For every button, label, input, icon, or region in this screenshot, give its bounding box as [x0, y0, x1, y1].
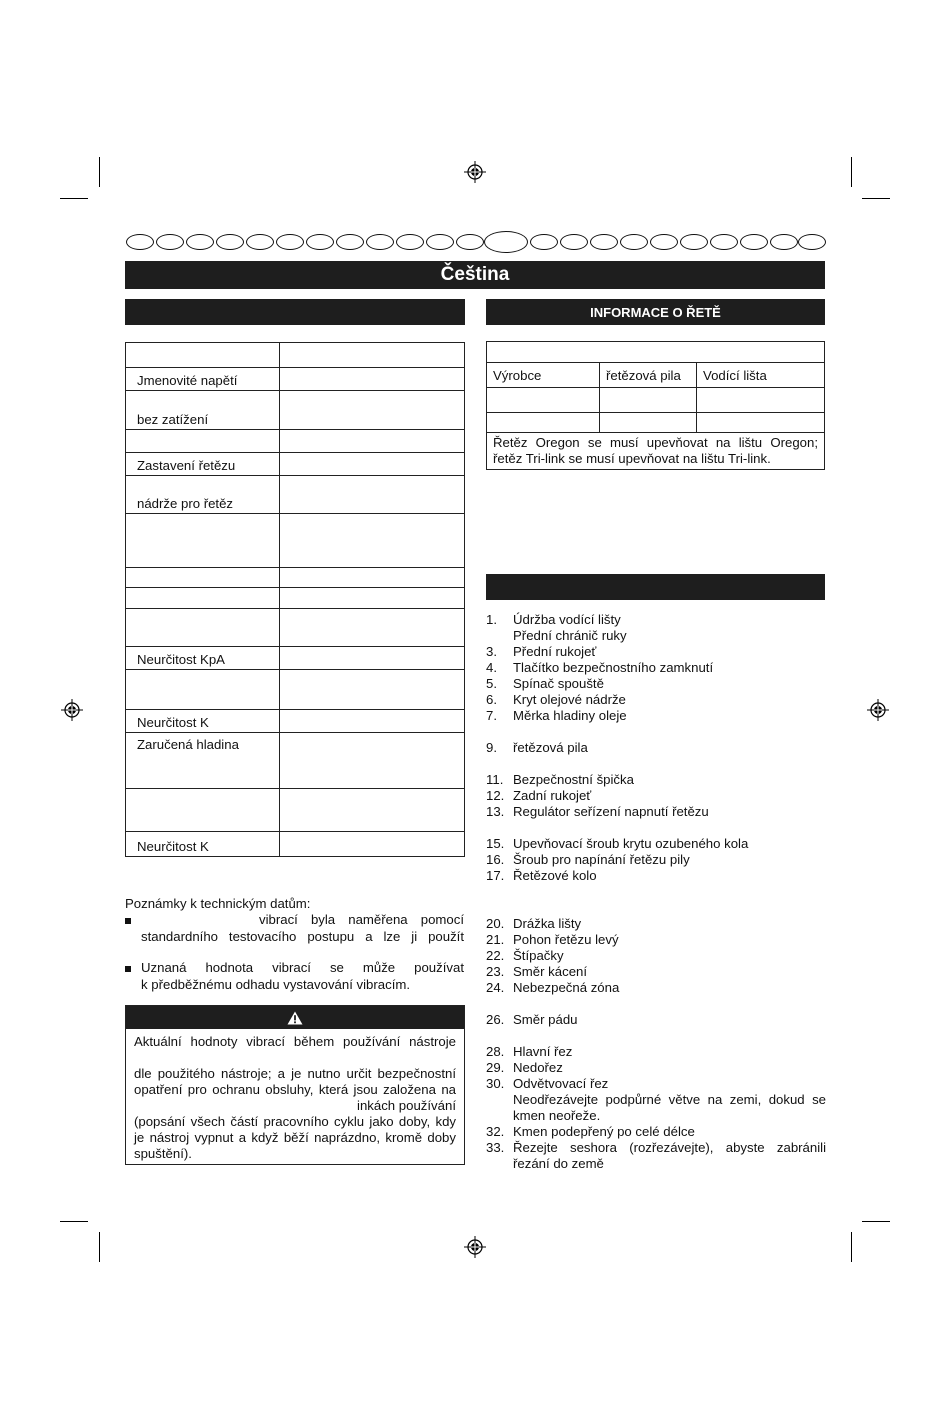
- item-text: Kmen podepřený po celé délce: [513, 1124, 695, 1139]
- item-number: 3.: [486, 644, 497, 659]
- item-text: Bezpečnostní špička: [513, 772, 634, 787]
- spec-value: [280, 588, 465, 609]
- registration-mark-icon: [867, 699, 889, 721]
- item-number: 16.: [486, 852, 505, 867]
- item-text: Upevňovací šroub krytu ozubeného kola: [513, 836, 749, 851]
- item-text: Štípačky: [513, 948, 564, 963]
- language-oval: [650, 234, 678, 250]
- item-text: Spínač spouště: [513, 676, 604, 691]
- item-number: 24.: [486, 980, 505, 995]
- item-number: 21.: [486, 932, 505, 947]
- chain-cell: [697, 413, 825, 433]
- item-text: Zadní rukojeť: [513, 788, 592, 803]
- spec-value: [280, 430, 465, 453]
- chain-cell: [697, 388, 825, 413]
- spec-value: [280, 568, 465, 588]
- spec-value: [280, 391, 465, 430]
- language-oval: [306, 234, 334, 250]
- spec-value: [280, 609, 465, 647]
- item-text: Šroub pro napínání řetězu pily: [513, 852, 690, 867]
- warning-header: [126, 1006, 464, 1029]
- chain-header-bar: Vodící lišta: [697, 363, 825, 388]
- crop-mark: [99, 1232, 100, 1262]
- item-text: Nebezpečná zóna: [513, 980, 620, 995]
- registration-mark-icon: [464, 161, 486, 183]
- spec-label: Zastavení řetězu: [126, 453, 280, 476]
- item-text: Řetězové kolo: [513, 868, 597, 883]
- spec-label: [126, 343, 280, 368]
- item-number: 26.: [486, 1012, 505, 1027]
- spec-label: [126, 568, 280, 588]
- language-oval-active: [484, 231, 528, 253]
- item-text: Měrka hladiny oleje: [513, 708, 627, 723]
- language-oval: [336, 234, 364, 250]
- warning-line-7: spuštění).: [134, 1146, 192, 1161]
- spec-value: [280, 832, 465, 857]
- chain-table: [486, 341, 825, 470]
- chain-note-line-1: Řetěz Oregon se musí upevňovat na lištu Oregon;: [493, 435, 818, 450]
- parts-section-header: [486, 574, 825, 600]
- item-text: Neodřezávejte podpůrné větve na zemi, dokud se: [513, 1092, 826, 1107]
- language-oval: [126, 234, 154, 250]
- item-text: Odvětvovací řez: [513, 1076, 609, 1091]
- spec-label: Neurčitost K: [126, 832, 280, 857]
- crop-mark: [99, 157, 100, 187]
- spec-label: [126, 670, 280, 710]
- spec-label: [126, 430, 280, 453]
- chain-section-title: INFORMACE O ŘETĚ: [590, 304, 721, 320]
- warning-line-3: opatření pro ochranu obsluhy, která jsou založena na: [134, 1082, 456, 1097]
- item-text: Hlavní řez: [513, 1044, 573, 1059]
- spec-label: bez zatížení: [126, 391, 280, 430]
- item-text: kmen neořeže.: [513, 1108, 601, 1123]
- chain-section-header: [486, 299, 825, 325]
- bullet-icon: [125, 966, 131, 972]
- item-number: 22.: [486, 948, 505, 963]
- crop-mark: [862, 1221, 890, 1222]
- item-text: řezání do země: [513, 1156, 604, 1171]
- item-text: Směr pádu: [513, 1012, 578, 1027]
- language-oval: [770, 234, 798, 250]
- item-number: 12.: [486, 788, 505, 803]
- item-text: Tlačítko bezpečnostního zamknutí: [513, 660, 714, 675]
- item-text: Řezejte seshora (rozřezávejte), abyste zabránili: [513, 1140, 826, 1155]
- item-number: 15.: [486, 836, 505, 851]
- spec-value: [280, 368, 465, 391]
- spec-value: [280, 710, 465, 733]
- language-title: Čeština: [440, 264, 510, 285]
- note-bullet-1-line-1: vibrací byla naměřena pomocí: [259, 912, 464, 927]
- item-number: 17.: [486, 868, 505, 883]
- chain-note-line-2: řetěz Tri-link se musí upevňovat na lištu Tri-link.: [493, 451, 771, 466]
- note-bullet-2-line-2: k předběžnému odhadu vystavování vibracím.: [141, 977, 411, 992]
- chain-cell: [600, 413, 697, 433]
- language-oval: [590, 234, 618, 250]
- item-text: Nedořez: [513, 1060, 563, 1075]
- item-number: 23.: [486, 964, 505, 979]
- chain-cell: [487, 413, 600, 433]
- item-text: Pohon řetězu levý: [513, 932, 619, 947]
- spec-label: [126, 514, 280, 568]
- item-text: Směr kácení: [513, 964, 588, 979]
- language-oval-row: [126, 232, 826, 252]
- registration-mark-icon: [61, 699, 83, 721]
- item-number: 29.: [486, 1060, 505, 1075]
- warning-line-2: dle použitého nástroje; a je nutno určit bezpečnostní: [134, 1066, 456, 1081]
- chain-compat-note: [487, 433, 825, 470]
- registration-mark-icon: [464, 1236, 486, 1258]
- item-text: Regulátor seřízení napnutí řetězu: [513, 804, 709, 819]
- notes-heading: Poznámky k technickým datům:: [125, 896, 311, 911]
- item-number: 9.: [486, 740, 497, 755]
- spec-value: [280, 343, 465, 368]
- language-header: [125, 261, 825, 289]
- warning-line-1: Aktuální hodnoty vibrací během používání nástroje: [134, 1034, 456, 1049]
- spec-value: [280, 647, 465, 670]
- chain-header-chain: řetězová pila: [600, 363, 697, 388]
- language-oval: [156, 234, 184, 250]
- warning-triangle-icon: [287, 1011, 303, 1025]
- spec-label: nádrže pro řetěz: [126, 476, 280, 514]
- spec-value: [280, 514, 465, 568]
- spec-label: Neurčitost K: [126, 710, 280, 733]
- spec-value: [280, 789, 465, 832]
- language-oval: [186, 234, 214, 250]
- crop-mark: [60, 1221, 88, 1222]
- spec-label: Zaručená hladina: [126, 733, 280, 789]
- language-oval: [620, 234, 648, 250]
- item-text: Přední chránič ruky: [513, 628, 627, 643]
- spec-value: [280, 476, 465, 514]
- item-number: 6.: [486, 692, 497, 707]
- item-number: 33.: [486, 1140, 505, 1155]
- item-number: 30.: [486, 1076, 505, 1091]
- bullet-icon: [125, 918, 131, 924]
- language-oval: [710, 234, 738, 250]
- item-number: 32.: [486, 1124, 505, 1139]
- language-oval: [456, 234, 484, 250]
- warning-line-6: je nástroj vypnut a když běží naprázdno, kromě doby: [134, 1130, 456, 1145]
- language-oval: [798, 234, 826, 250]
- language-oval: [396, 234, 424, 250]
- spec-label: Jmenovité napětí: [126, 368, 280, 391]
- item-number: 1.: [486, 612, 497, 627]
- chain-cell: [487, 388, 600, 413]
- item-number: 7.: [486, 708, 497, 723]
- item-number: 13.: [486, 804, 505, 819]
- spec-value: [280, 733, 465, 789]
- item-number: 11.: [486, 772, 504, 787]
- language-oval: [560, 234, 588, 250]
- spec-value: [280, 453, 465, 476]
- item-number: 5.: [486, 676, 497, 691]
- spec-label: [126, 609, 280, 647]
- warning-line-5: (popsání všech částí pracovního cyklu jako doby, kdy: [134, 1114, 456, 1129]
- item-text: Údržba vodící lišty: [513, 612, 621, 627]
- item-text: Kryt olejové nádrže: [513, 692, 626, 707]
- tech-notes: [125, 896, 465, 912]
- spec-label: Neurčitost KpA: [126, 647, 280, 670]
- spec-label: [126, 789, 280, 832]
- spec-label: [126, 588, 280, 609]
- language-oval: [276, 234, 304, 250]
- item-number: 4.: [486, 660, 497, 675]
- warning-box: [125, 1005, 465, 1165]
- note-bullet-1-line-2: standardního testovacího postupu a lze ji použít: [141, 929, 464, 944]
- language-oval: [740, 234, 768, 250]
- spec-value: [280, 670, 465, 710]
- item-text: Přední rukojeť: [513, 644, 597, 659]
- chain-header-manufacturer: Výrobce: [487, 363, 600, 388]
- warning-line-4: inkách používání: [357, 1098, 456, 1113]
- item-number: 28.: [486, 1044, 505, 1059]
- crop-mark: [60, 198, 88, 199]
- chain-table-caption: [487, 342, 825, 363]
- language-oval: [216, 234, 244, 250]
- item-text: řetězová pila: [513, 740, 588, 755]
- language-oval: [530, 234, 558, 250]
- item-text: Drážka lišty: [513, 916, 582, 931]
- language-oval: [680, 234, 708, 250]
- language-oval: [246, 234, 274, 250]
- crop-mark: [862, 198, 890, 199]
- language-oval: [426, 234, 454, 250]
- spec-table: [125, 342, 465, 857]
- crop-mark: [851, 1232, 852, 1262]
- note-bullet-2-line-1: Uznaná hodnota vibrací se může používat: [141, 960, 464, 975]
- chain-cell: [600, 388, 697, 413]
- item-number: 20.: [486, 916, 505, 931]
- spec-section-header: [125, 299, 465, 325]
- crop-mark: [851, 157, 852, 187]
- language-oval: [366, 234, 394, 250]
